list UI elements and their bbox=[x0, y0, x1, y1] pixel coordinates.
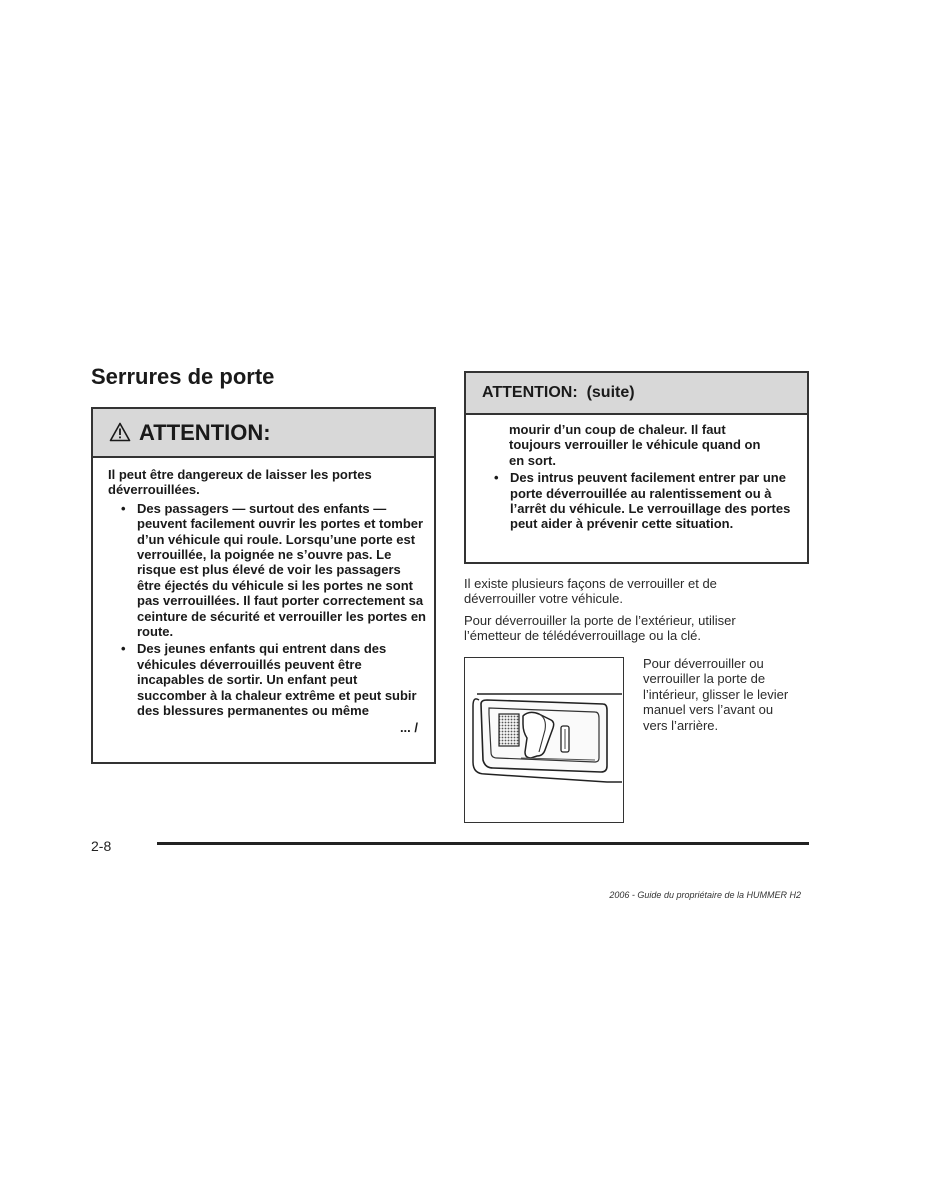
warning-triangle-icon bbox=[109, 422, 133, 444]
footer-text: 2006 - Guide du propriétaire de la HUMMER H2 bbox=[609, 890, 801, 900]
warning-bullet: • Des passagers — surtout des enfants — peuvent facilement ouvrir les portes et tomber d’un véhicule qui roule. Lorsqu’une porte est verrouillée, la poignée ne s’ouvre pas. Le risque est plus élevé de voir les passagers être éjectés du véhicule si les portes ne sont pas verrouillées. Il faut porter correctement sa ceinture de sécurité et verrouiller les portes en route. bbox=[121, 501, 427, 640]
warning-header bbox=[93, 409, 434, 458]
paragraph: Il existe plusieurs façons de verrouiller et de déverrouiller votre véhicule. bbox=[464, 576, 717, 607]
warning-bullet: • Des jeunes enfants qui entrent dans des véhicules déverrouillés peuvent être incapables de sortir. Un enfant peut succomber à la chaleur extrême et peut subir des blessures permanentes ou même bbox=[121, 641, 427, 718]
footer-rule bbox=[157, 842, 809, 845]
door-lock-lever-illustration bbox=[465, 658, 622, 821]
figure-caption: Pour déverrouiller ou verrouiller la porte de l’intérieur, glisser le levier manuel vers l’avant ou vers l’arrière. bbox=[643, 656, 789, 733]
warning-body bbox=[93, 458, 434, 735]
warning-header-continued bbox=[466, 373, 807, 415]
warning-body-continued bbox=[466, 415, 807, 532]
warning-continuation: mourir d’un coup de chaleur. Il faut toujours verrouiller le véhicule quand on en sort. bbox=[509, 422, 761, 468]
continued-marker: ... / bbox=[399, 719, 418, 735]
warning-box-continued bbox=[464, 371, 809, 564]
warning-box bbox=[91, 407, 436, 764]
body-text bbox=[464, 576, 764, 644]
paragraph: Pour déverrouiller la porte de l’extérieur, utiliser l’émetteur de télédéverrouillage ou la clé. bbox=[464, 612, 736, 644]
warning-bullet: • Des intrus peuvent facilement entrer par une porte déverrouillée au ralentissement ou à l’arrêt du véhicule. Le verrouillage des portes peut aider à prévenir cette situation. bbox=[494, 470, 792, 532]
warning-intro: Il peut être dangereux de laisser les portes déverrouillées. bbox=[108, 467, 372, 498]
page-number: 2-8 bbox=[91, 838, 112, 854]
section-title: Serrures de porte bbox=[91, 364, 275, 389]
warning-heading: ATTENTION: bbox=[139, 419, 271, 445]
warning-heading-continued: ATTENTION: (suite) bbox=[482, 384, 635, 401]
figure-frame bbox=[464, 657, 624, 823]
